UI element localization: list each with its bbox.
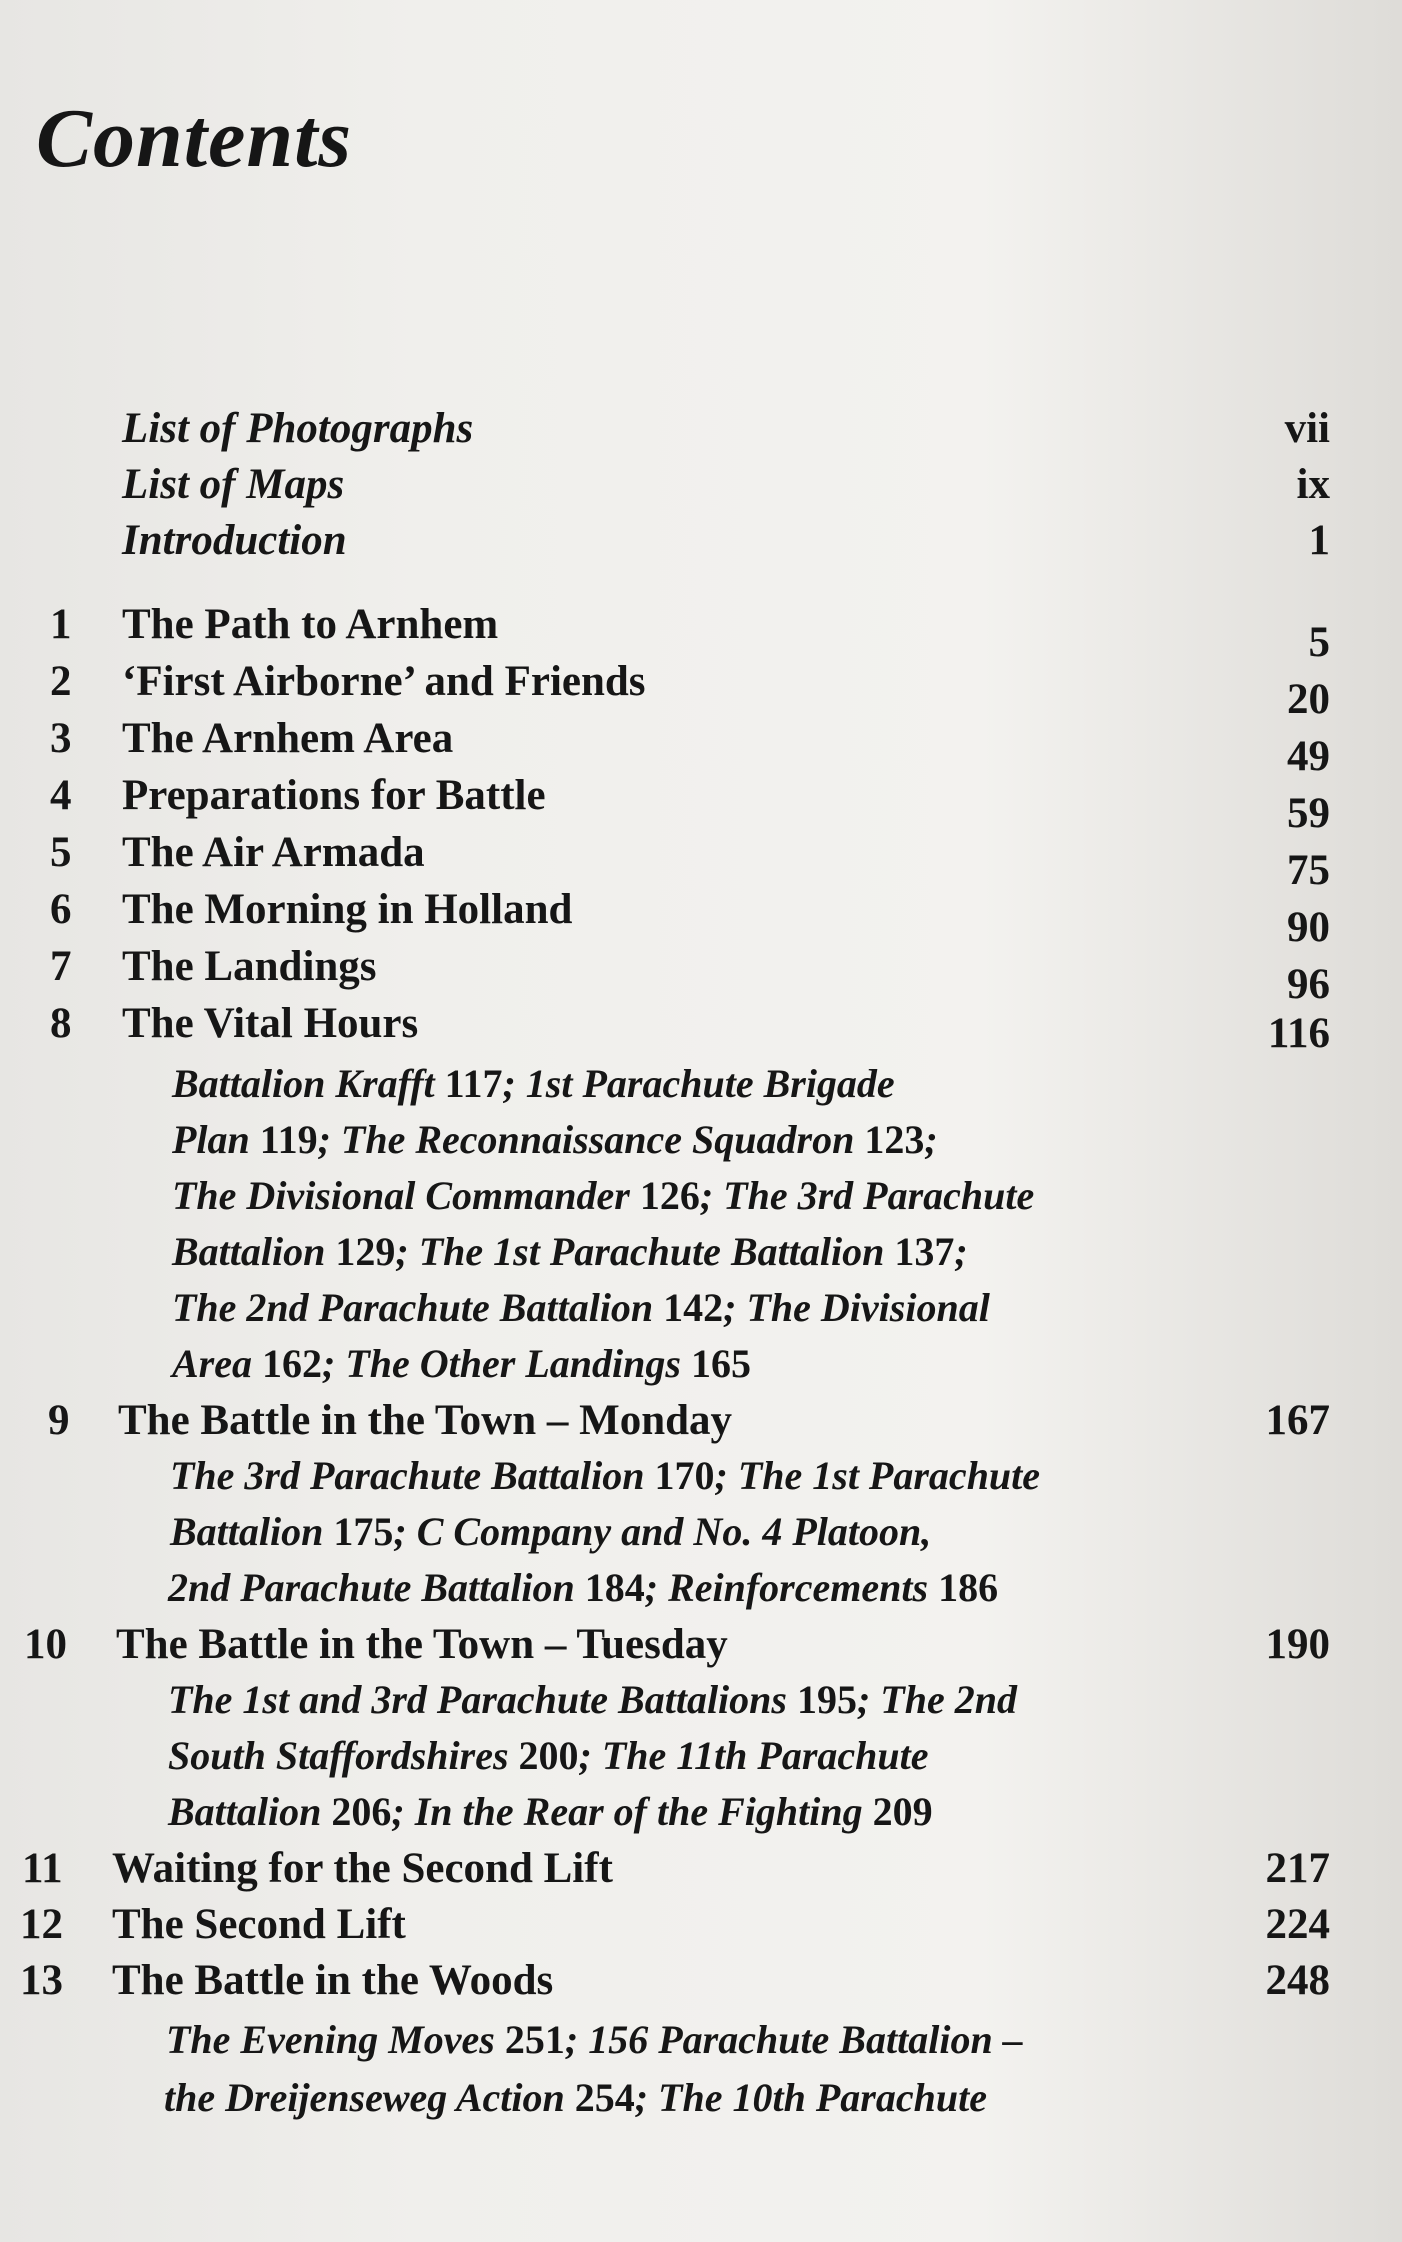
subsection-text: ; bbox=[924, 1117, 938, 1162]
subsection-line bbox=[172, 1340, 751, 1387]
chapter-title: The Battle in the Woods bbox=[112, 1957, 554, 2004]
subsection-line bbox=[172, 1172, 1034, 1219]
chapter-5 bbox=[0, 828, 1402, 894]
chapter-number: 7 bbox=[50, 943, 72, 990]
chapter-4 bbox=[0, 771, 1402, 837]
entry-title: Introduction bbox=[122, 517, 347, 564]
subsection-text: The 2nd Parachute Battalion bbox=[172, 1285, 664, 1330]
chapter-number: 4 bbox=[50, 772, 72, 819]
subsection-text: Battalion bbox=[172, 1229, 336, 1274]
chapter-10 bbox=[0, 1620, 1402, 1676]
entry-page: vii bbox=[1284, 405, 1330, 452]
chapter-page: 167 bbox=[1265, 1397, 1330, 1444]
chapter-3 bbox=[0, 714, 1402, 780]
chapter-9 bbox=[0, 1396, 1402, 1452]
subsection-line bbox=[172, 1228, 968, 1275]
chapter-number: 11 bbox=[22, 1845, 63, 1892]
chapter-title: The Arnhem Area bbox=[122, 715, 454, 762]
subsection-text: ; The 10th Parachute bbox=[634, 2075, 987, 2120]
subsection-page: 195 bbox=[796, 1677, 857, 1722]
chapter-title: The Path to Arnhem bbox=[122, 601, 499, 648]
chapter-title: The Landings bbox=[122, 943, 377, 990]
subsection-text: ; The 3rd Parachute bbox=[699, 1173, 1035, 1218]
subsection-text: The 3rd Parachute Battalion bbox=[170, 1453, 655, 1498]
chapter-page: 20 bbox=[1287, 676, 1330, 723]
chapter-page: 217 bbox=[1265, 1845, 1330, 1892]
chapter-title: The Second Lift bbox=[112, 1901, 406, 1948]
chapter-title: The Vital Hours bbox=[122, 1000, 419, 1047]
subsection-text: Battalion Krafft bbox=[172, 1061, 445, 1106]
subsection-page: 162 bbox=[262, 1341, 322, 1386]
subsection-line bbox=[170, 1508, 931, 1555]
subsection-page: 142 bbox=[663, 1285, 724, 1330]
chapter-11 bbox=[0, 1844, 1402, 1900]
chapter-7 bbox=[0, 942, 1402, 1008]
chapter-number: 10 bbox=[24, 1621, 67, 1668]
chapter-title: The Air Armada bbox=[122, 829, 425, 876]
subsection-text: ; The Reconnaissance Squadron bbox=[317, 1117, 865, 1162]
subsection-text: ; The 1st Parachute Battalion bbox=[395, 1229, 895, 1274]
chapter-number: 6 bbox=[50, 886, 72, 933]
chapter-number: 3 bbox=[50, 715, 72, 762]
subsection-text: ; C Company and No. 4 Platoon, bbox=[393, 1509, 932, 1554]
subsection-page: 206 bbox=[331, 1789, 392, 1834]
subsection-page: 123 bbox=[864, 1117, 925, 1162]
chapter-page: 59 bbox=[1287, 790, 1330, 837]
subsection-line bbox=[166, 2016, 1023, 2063]
subsection-text: the Dreijenseweg Action bbox=[164, 2075, 575, 2120]
subsection-page: 186 bbox=[938, 1565, 999, 1610]
page-title: Contents bbox=[36, 92, 353, 185]
subsection-text: ; The 11th Parachute bbox=[578, 1733, 929, 1778]
chapter-number: 1 bbox=[50, 601, 72, 648]
subsection-text: South Staffordshires bbox=[168, 1733, 519, 1778]
subsection-page: 175 bbox=[333, 1509, 394, 1554]
chapter-number: 5 bbox=[50, 829, 72, 876]
chapter-page: 96 bbox=[1287, 961, 1330, 1008]
subsection-line bbox=[172, 1284, 990, 1331]
chapter-title: Preparations for Battle bbox=[122, 772, 546, 819]
subsection-line bbox=[172, 1060, 895, 1107]
subsection-text: Plan bbox=[172, 1117, 260, 1162]
subsection-page: 200 bbox=[518, 1733, 579, 1778]
subsection-page: 126 bbox=[639, 1173, 700, 1218]
subsection-text: Battalion bbox=[170, 1509, 334, 1554]
chapter-page: 90 bbox=[1287, 904, 1330, 951]
chapter-number: 12 bbox=[20, 1901, 63, 1948]
toc-entry-introduction bbox=[0, 516, 1402, 572]
subsection-text: The Evening Moves bbox=[166, 2017, 505, 2062]
subsection-line bbox=[168, 1564, 998, 1611]
chapter-2 bbox=[0, 657, 1402, 723]
subsection-page: 170 bbox=[654, 1453, 715, 1498]
subsection-page: 184 bbox=[584, 1565, 645, 1610]
subsection-text: ; 156 Parachute Battalion – bbox=[564, 2017, 1023, 2062]
chapter-8 bbox=[0, 999, 1402, 1055]
chapter-number: 8 bbox=[50, 1000, 72, 1047]
chapter-number: 13 bbox=[20, 1957, 63, 2004]
chapter-title: ‘First Airborne’ and Friends bbox=[122, 658, 646, 705]
subsection-text: ; The 1st Parachute bbox=[714, 1453, 1041, 1498]
chapter-number: 2 bbox=[50, 658, 72, 705]
subsection-page: 251 bbox=[504, 2017, 565, 2062]
toc-entry-photographs bbox=[0, 404, 1402, 460]
subsection-text: ; The 2nd bbox=[856, 1677, 1017, 1722]
subsection-text: ; The Other Landings bbox=[322, 1341, 691, 1386]
chapter-page: 75 bbox=[1287, 847, 1330, 894]
chapter-13 bbox=[0, 1956, 1402, 2012]
subsection-text: The Divisional Commander bbox=[172, 1173, 640, 1218]
entry-page: 1 bbox=[1308, 517, 1330, 564]
chapter-1 bbox=[0, 600, 1402, 666]
chapter-number: 9 bbox=[48, 1397, 70, 1444]
chapter-6 bbox=[0, 885, 1402, 951]
subsection-page: 209 bbox=[872, 1789, 933, 1834]
subsection-text: The 1st and 3rd Parachute Battalions bbox=[168, 1677, 797, 1722]
chapter-title: The Battle in the Town – Monday bbox=[118, 1397, 733, 1444]
subsection-text: Battalion bbox=[168, 1789, 332, 1834]
subsection-line bbox=[172, 1116, 938, 1163]
subsection-page: 165 bbox=[690, 1341, 751, 1386]
chapter-title: Waiting for the Second Lift bbox=[112, 1845, 613, 1892]
chapter-title: The Battle in the Town – Tuesday bbox=[116, 1621, 728, 1668]
chapter-page: 116 bbox=[1267, 1010, 1330, 1057]
entry-page: ix bbox=[1296, 461, 1330, 508]
chapter-page: 190 bbox=[1265, 1621, 1330, 1668]
chapter-title: The Morning in Holland bbox=[122, 886, 573, 933]
subsection-text: Area bbox=[172, 1341, 262, 1386]
subsection-text: ; 1st Parachute Brigade bbox=[502, 1061, 895, 1106]
subsection-line bbox=[168, 1788, 933, 1835]
chapter-12 bbox=[0, 1900, 1402, 1956]
subsection-page: 117 bbox=[444, 1061, 503, 1106]
subsection-page: 129 bbox=[335, 1229, 396, 1274]
subsection-line bbox=[164, 2074, 987, 2121]
chapter-page: 248 bbox=[1265, 1957, 1330, 2004]
subsection-text: 2nd Parachute Battalion bbox=[168, 1565, 585, 1610]
subsection-page: 119 bbox=[259, 1117, 318, 1162]
chapter-page: 49 bbox=[1287, 733, 1330, 780]
subsection-line bbox=[168, 1732, 929, 1779]
entry-title: List of Photographs bbox=[122, 405, 474, 452]
subsection-text: ; In the Rear of the Fighting bbox=[391, 1789, 873, 1834]
chapter-page: 5 bbox=[1308, 619, 1330, 666]
subsection-page: 254 bbox=[574, 2075, 635, 2120]
subsection-text: ; bbox=[954, 1229, 968, 1274]
subsection-line bbox=[170, 1452, 1040, 1499]
subsection-text: ; The Divisional bbox=[723, 1285, 990, 1330]
subsection-text: ; Reinforcements bbox=[644, 1565, 939, 1610]
subsection-page: 137 bbox=[894, 1229, 955, 1274]
toc-entry-maps bbox=[0, 460, 1402, 516]
chapter-page: 224 bbox=[1265, 1901, 1330, 1948]
subsection-line bbox=[168, 1676, 1017, 1723]
entry-title: List of Maps bbox=[122, 461, 345, 508]
